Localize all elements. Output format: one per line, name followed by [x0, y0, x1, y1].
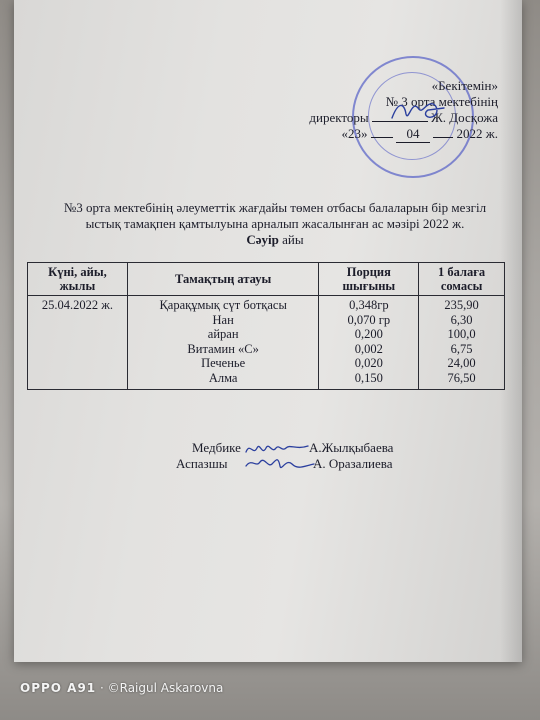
header-portion: Порция шығыны — [319, 263, 419, 296]
sum-value: 100,0 — [447, 327, 476, 341]
camera-brand: OPPO A91 — [20, 681, 97, 695]
portion-value: 0,150 — [354, 370, 383, 385]
food-item: Қарақұмық сүт ботқасы — [159, 298, 287, 312]
approval-title: «Бекітемін» — [431, 78, 498, 93]
portion-value: 0,002 — [354, 341, 383, 356]
portion-value: 0,070 гр — [347, 312, 391, 327]
nurse-role: Медбике — [192, 440, 241, 455]
food-item: Алма — [208, 370, 238, 385]
portion-value: 0,348гр — [349, 298, 389, 312]
approval-director-label: директоры — [309, 110, 369, 125]
document-title — [40, 200, 510, 248]
sum-value: 6,75 — [450, 341, 473, 356]
title-month-line — [40, 232, 510, 248]
header-food: Тамақтың атауы — [127, 263, 319, 296]
nurse-name: А.Жылқыбаева — [309, 440, 394, 455]
title-month-suffix: айы — [282, 232, 304, 247]
header-date: Күні, айы, жылы — [28, 263, 128, 296]
title-month: Сәуір — [246, 232, 279, 247]
food-item: айран — [207, 327, 239, 341]
approval-director-name: Ж. Досқожа — [431, 110, 498, 125]
portion-value: 0,200 — [354, 327, 383, 341]
camera-watermark — [20, 681, 223, 695]
approval-date-month: 04 — [396, 126, 430, 143]
menu-table-header — [28, 263, 505, 296]
title-line-1: №3 орта мектебінің әлеуметтік жағдайы төмен отбасы балаларын бір мезгіл — [63, 200, 487, 215]
sum-value: 76,50 — [447, 370, 476, 385]
sum-value: 6,30 — [450, 312, 473, 327]
food-item: Печенье — [201, 356, 246, 370]
title-line-2: ыстық тамақпен қамтылуына арналып жасалынған ас мәзірі 2022 ж. — [85, 216, 465, 231]
cook-signature — [244, 452, 316, 476]
menu-table — [27, 262, 505, 390]
cell-sums — [419, 296, 505, 390]
portion-value: 0,020 — [354, 356, 383, 370]
approval-school: № 3 орта мектебінің — [385, 94, 498, 109]
cook-name: А. Оразалиева — [313, 456, 393, 471]
approval-date-year: 2022 ж. — [456, 126, 498, 141]
signature-roles — [176, 440, 241, 472]
cell-portions — [319, 296, 419, 390]
food-item: Нан — [212, 312, 234, 327]
cell-date — [28, 296, 128, 390]
signature-names — [309, 440, 393, 472]
sum-value: 24,00 — [447, 356, 476, 370]
director-signature — [388, 96, 448, 126]
cell-foods — [127, 296, 319, 390]
approval-date-day: «23» — [341, 126, 368, 141]
cook-role: Аспазшы — [176, 456, 228, 471]
approval-date — [309, 126, 498, 143]
header-sum: 1 балаға сомасы — [419, 263, 505, 296]
photo-credit: · ©Raigul Askarovna — [99, 681, 224, 695]
food-item: Витамин «С» — [187, 341, 259, 356]
sum-value: 235,90 — [444, 298, 479, 312]
date-value: 25.04.2022 ж. — [41, 298, 113, 312]
table-row — [28, 296, 505, 390]
